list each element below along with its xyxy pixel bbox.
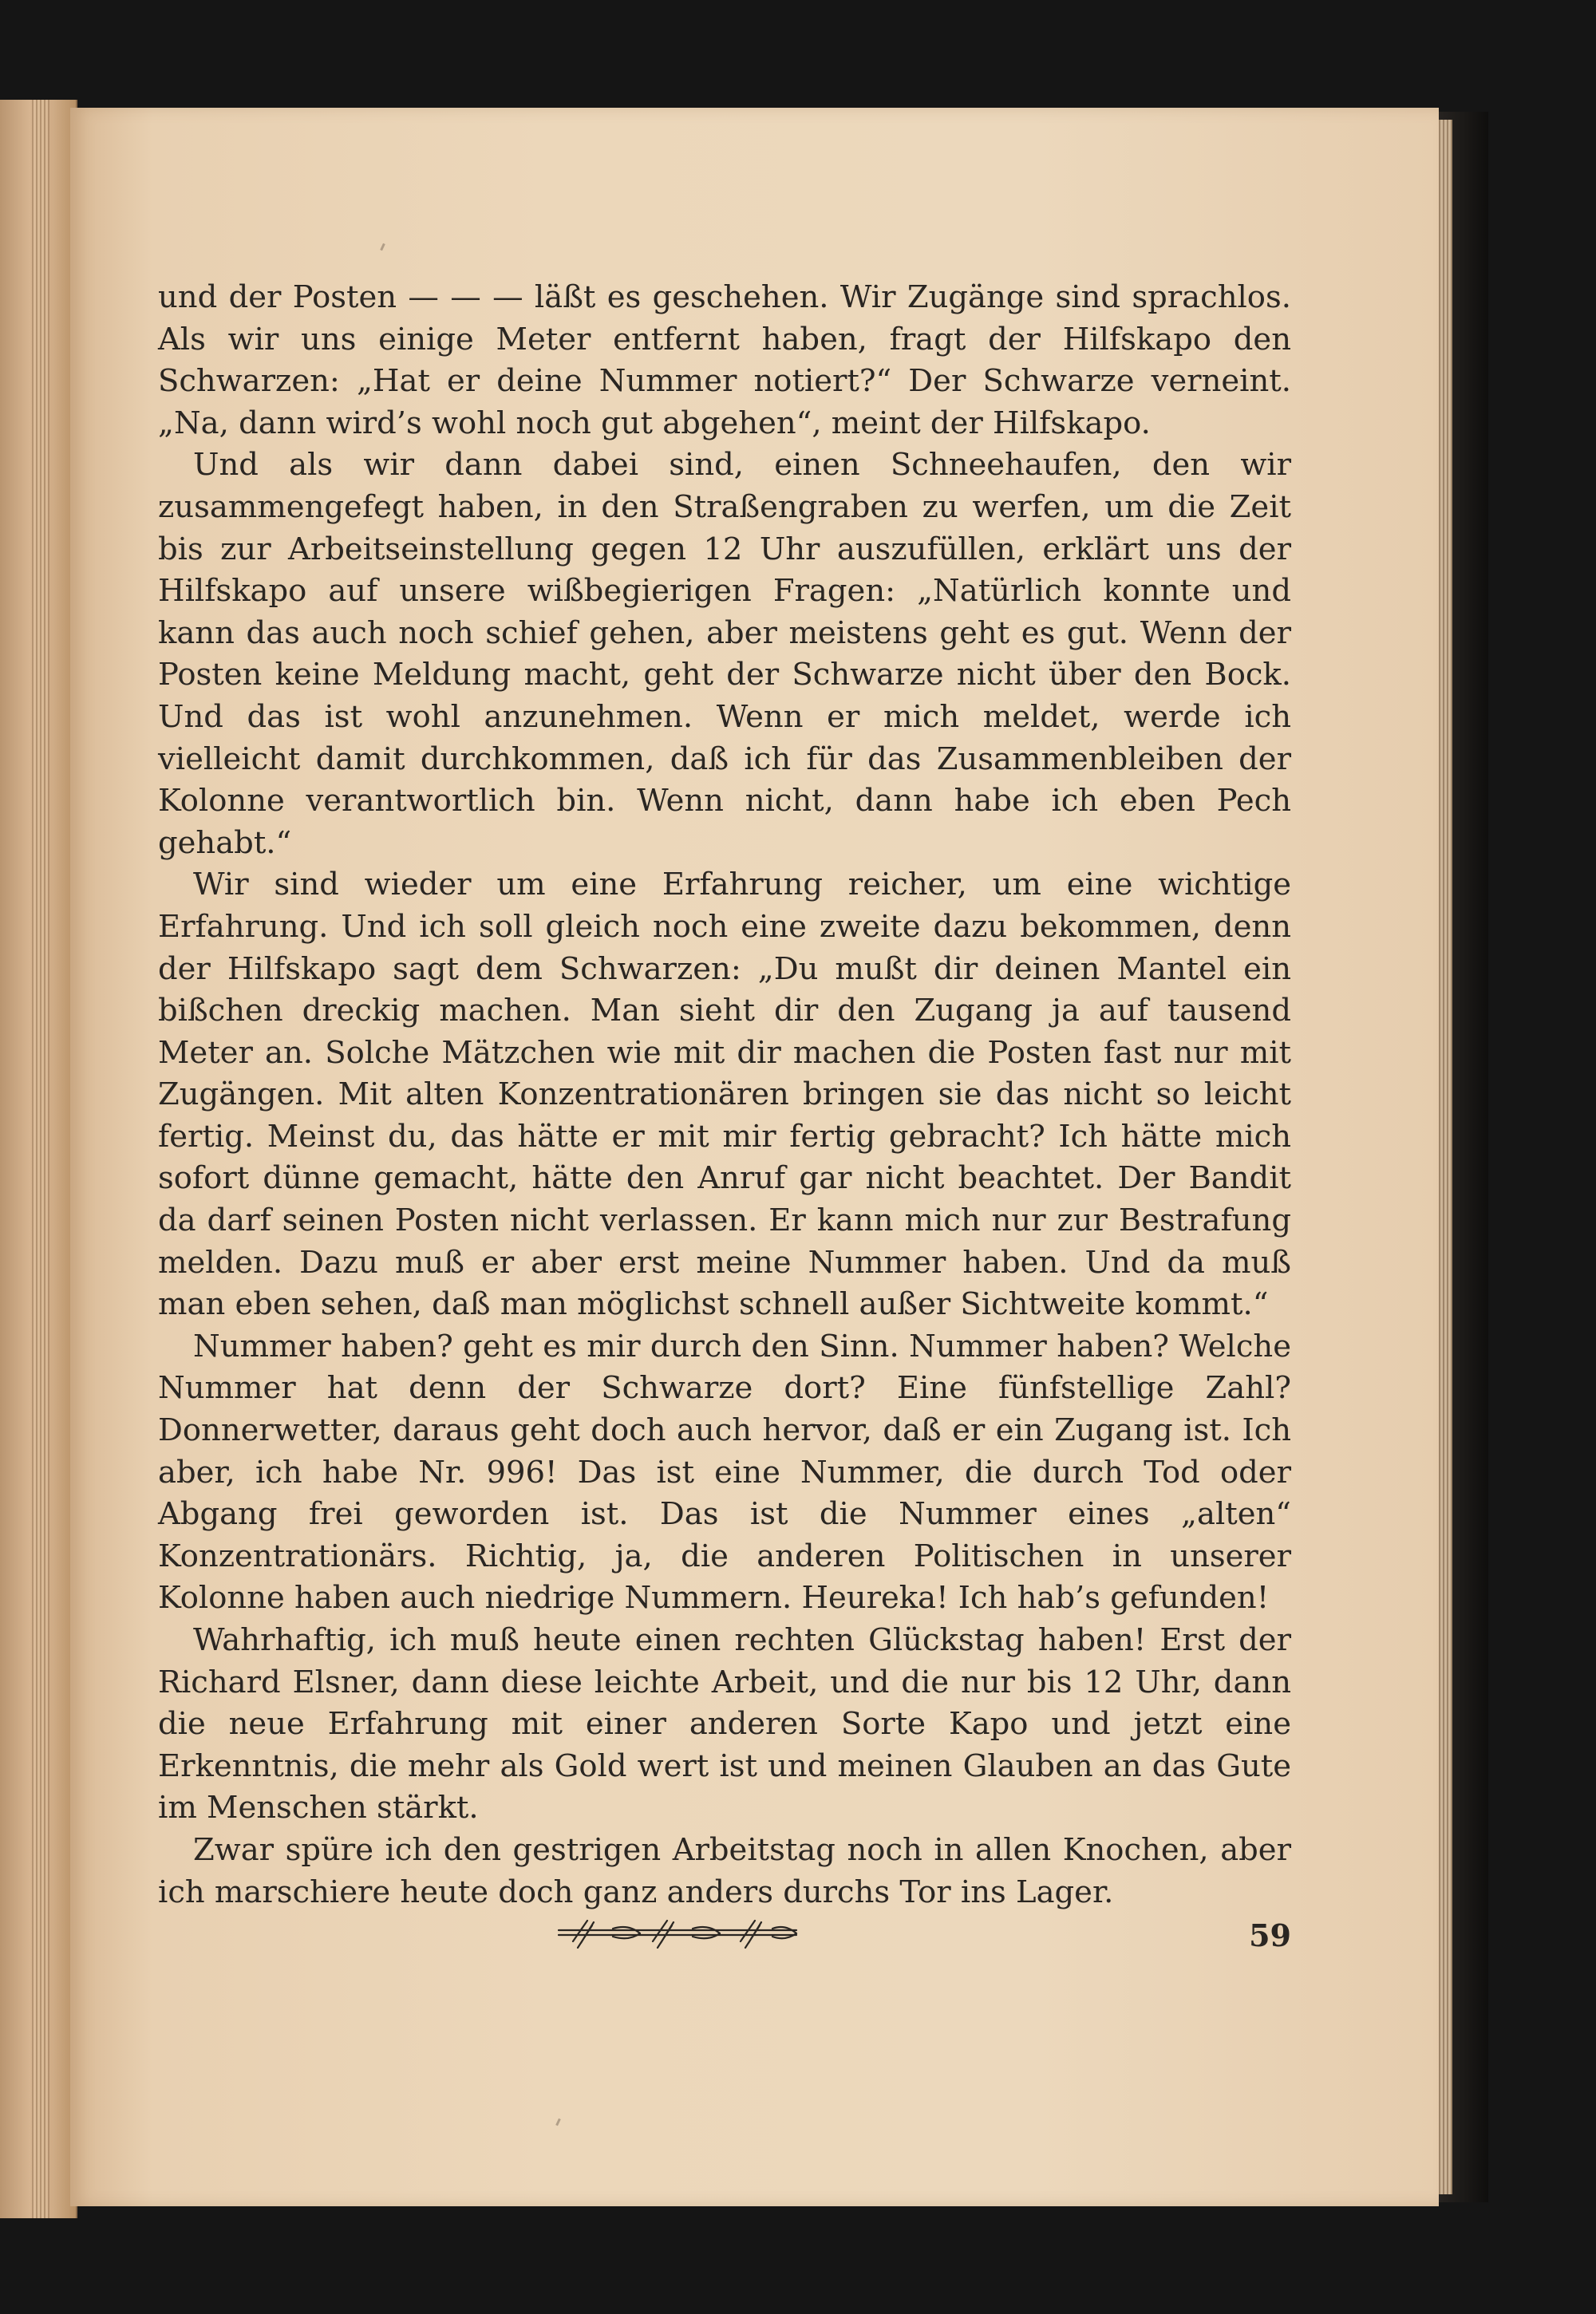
- page-number: 59: [1249, 1917, 1291, 1953]
- paragraph: Und als wir dann dabei sind, einen Schneehaufen, den wir zusammengefegt haben, in den Straßengraben zu werfen, um die Zeit bis zur Arbeitseinstellung gegen 12 Uhr auszufüllen, erklärt uns der Hilfskapo auf unsere wißbegierigen Fragen: „Natürlich konnte und kann das auch noch schief gehen, aber meistens geht es gut. Wenn der Posten keine Meldung macht, geht der Schwarze nicht über den Bock. Und das ist wohl anzunehmen. Wenn er mich meldet, werde ich vielleicht damit durchkommen, daß ich für das Zusammenbleiben der Kolonne verantwortlich bin. Wenn nicht, dann habe ich eben Pech gehabt.“: [158, 447, 1291, 861]
- book-page: [70, 108, 1439, 2206]
- paper-speck: [380, 243, 385, 251]
- paragraph: Zwar spüre ich den gestrigen Arbeitstag noch in allen Knochen, aber ich marschiere heute doch ganz anders durchs Tor ins Lager.: [158, 1831, 1291, 1910]
- barbed-wire-ornament-icon: [557, 1911, 804, 1959]
- paragraph: und der Posten — — — läßt es geschehen. Wir Zugänge sind sprachlos. Als wir uns einige Meter entfernt haben, fragt der Hilfskapo den Schwarzen: „Hat er deine Nummer notiert?“ Der Schwarze verneint. „Na, dann wird’s wohl noch gut abgehen“, meint der Hilfskapo.: [158, 279, 1291, 441]
- page-stack-edge-left: [32, 100, 49, 2218]
- body-text: [158, 277, 1291, 1913]
- paper-speck: [555, 2119, 561, 2126]
- paragraph: Nummer haben? geht es mir durch den Sinn. Nummer haben? Welche Nummer hat denn der Schwarze dort? Eine fünfstellige Zahl? Donnerwetter, daraus geht doch auch hervor, daß er ein Zugang ist. Ich aber, ich habe Nr. 996! Das ist eine Nummer, die durch Tod oder Abgang frei geworden ist. Das ist die Nummer eines „alten“ Konzentrationärs. Richtig, ja, die anderen Politischen in unserer Kolonne haben auch niedrige Nummern. Heureka! Ich hab’s gefunden!: [158, 1328, 1291, 1617]
- paragraph: Wahrhaftig, ich muß heute einen rechten Glückstag haben! Erst der Richard Elsner, dann diese leichte Arbeit, und die nur bis 12 Uhr, dann die neue Erfahrung mit einer anderen Sorte Kapo und jetzt eine Erkenntnis, die mehr als Gold wert ist und meinen Glauben an das Gute im Menschen stärkt.: [158, 1622, 1291, 1826]
- paragraph: Wir sind wieder um eine Erfahrung reicher, um eine wichtige Erfahrung. Und ich soll gleich noch eine zweite dazu bekommen, denn der Hilfskapo sagt dem Schwarzen: „Du mußt dir deinen Mantel ein bißchen dreckig machen. Man sieht dir den Zugang ja auf tausend Meter an. Solche Mätzchen wie mit dir machen die Posten fast nur mit Zugängen. Mit alten Konzentrationären bringen sie das nicht so leicht fertig. Meinst du, das hätte er mit mir fertig gebracht? Ich hätte mich sofort dünne gemacht, hätte den Anruf gar nicht beachtet. Der Bandit da darf seinen Posten nicht verlassen. Er kann mich nur zur Bestrafung melden. Dazu muß er aber erst meine Nummer haben. Und da muß man eben sehen, daß man möglichst schnell außer Sichtweite kommt.“: [158, 867, 1291, 1323]
